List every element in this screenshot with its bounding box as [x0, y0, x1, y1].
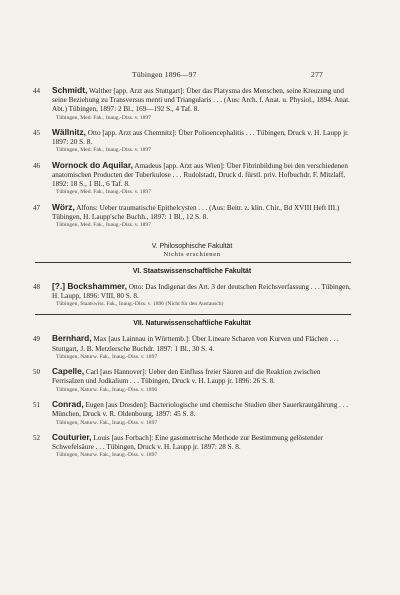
entry-author: Wällnitz,	[52, 127, 86, 138]
page-header	[0, 70, 400, 82]
entry-number: 50	[33, 368, 40, 377]
entry-50	[33, 367, 351, 394]
divider	[35, 262, 351, 263]
entry-number: 46	[33, 161, 40, 170]
entry-author: Capelle,	[52, 366, 85, 377]
entry-note: Tübingen, Med. Fak., Inaug.-Diss. v. 1897	[56, 114, 152, 121]
entry-text: Otto [app. Arzt aus Chemnitz]: Über Polioencephalitis . . . Tübingen, Druck v. H. Laupp jr. 1897: 20 S. 8.	[52, 129, 349, 147]
entry-51	[33, 400, 351, 427]
divider	[35, 314, 351, 315]
entry-text: Amadeus [app. Arzt aus Wien]: Über Fibrinbildung bei den verschiedenen anatomischen Producten der Tuberkulose . . . Rudolstadt, Druck d. fürstl. priv. Hofbuchdr. F. Mitzlaff, 1892: 18 S., 1 Bl., 6 Taf. 8.	[52, 161, 348, 189]
entry-author: Conrad,	[52, 399, 84, 410]
entry-note: Tübingen, Naturw. Fak., Inaug.-Diss. v. 1897	[56, 353, 158, 360]
entry-number: 44	[33, 87, 40, 95]
entry-text: Louis [aus Forbach]: Eine gasometrische Methode zur Bestimmung gelöstender Schwefelsäure . . . Tübingen, Druck v. H. Laupp jr. 1897: 28 S. 8.	[52, 433, 323, 452]
entry-52	[33, 433, 351, 460]
entry-text: Walther [app. Arzt aus Stuttgart]: Über das Platysma des Menschen, seine Kreuzung und seine Beziehung zu Transversus menti und Triangularis . . . (Aus: Arch. f. Anat. u. Physiol., 1894. Anat. Abt.) Tübingen, 1897: 2 Bl., 169—192 S., 4 Taf. 8.	[52, 87, 350, 114]
entry-47	[33, 203, 351, 230]
entry-number: 52	[33, 433, 40, 442]
section-title-vii: VII. Naturwissenschaftliche Fakultät	[133, 320, 251, 328]
entry-body	[52, 86, 351, 115]
entry-list	[33, 86, 351, 460]
entry-note: Tübingen, Naturw. Fak., Inaug.-Diss. v. 1897	[56, 452, 158, 459]
entry-author: Bernhard,	[52, 333, 92, 344]
entry-author: Wornock do Aquilar,	[52, 159, 133, 170]
entry-number: 47	[33, 203, 40, 212]
entry-number: 48	[33, 282, 40, 291]
section-subtitle: Nichts erschienen	[163, 250, 221, 258]
entry-text: Max [aus Lainnau in Württemb.]: Über Lineare Scharen von Kurven und Flächen . . . Stuttgart, J. B. Metzlersche Buchdr. 1897: 1 Bl., 30 S. 4.	[52, 335, 339, 353]
entry-text: Carl [aus Hannover]: Ueber den Einfluss freier Säuren auf die Reaktion zwischen Ferrisalzen und Jodkalium . . . Tübingen, Druck v. H. Laupp jr. 1896: 26 S. 8.	[52, 368, 321, 386]
entry-number: 51	[33, 401, 40, 410]
running-title: Tübingen 1896—97	[132, 70, 197, 79]
entry-body	[52, 128, 351, 147]
entry-author: Couturier,	[52, 431, 92, 442]
entry-49	[33, 334, 351, 361]
entry-author: Schmidt,	[52, 85, 88, 95]
entry-note: Tübingen, Staatswiss. Fak., Inaug.-Diss. v. 1896 (Nicht für den Austausch)	[56, 301, 224, 308]
entry-46	[33, 161, 351, 197]
entry-body	[52, 334, 351, 353]
entry-author: [?.] Bockshammer,	[52, 280, 127, 291]
entry-body	[52, 282, 351, 301]
entry-number: 49	[33, 335, 40, 344]
entry-45	[33, 128, 351, 155]
section-title-v: V. Philosophische Fakultät	[151, 242, 233, 250]
entry-48	[33, 282, 351, 309]
entry-text: Otto: Das Indigenat des Art. 3 der deutschen Reichsverfassung . . . Tübingen, H. Laupp, 1896: VIII, 80 S. 8.	[52, 282, 351, 300]
entry-note: Tübingen, Naturw. Fak., Inaug.-Diss. v. 1897	[56, 419, 158, 426]
entry-body	[52, 367, 351, 386]
section-title-vi: VI. Staatswissenschaftliche Fakultät	[132, 267, 252, 275]
entry-body	[52, 400, 351, 419]
entry-note: Tübingen, Naturw. Fak., Inaug.-Diss. v. 1896	[56, 386, 158, 393]
entry-author: Wörz,	[52, 201, 75, 212]
entry-body	[52, 203, 351, 222]
page-number: 277	[311, 70, 323, 79]
entry-number: 45	[33, 129, 40, 138]
entry-note: Tübingen, Med. Fak., Inaug.-Diss. v. 1897	[56, 189, 152, 196]
entry-note: Tübingen, Med. Fak., Inaug.-Diss. v. 1897	[56, 222, 152, 229]
entry-body	[52, 161, 351, 190]
entry-body	[52, 433, 351, 452]
entry-text: Eugen [aus Dresden]: Bacteriologische und chemische Studien über Sauerkrautgährung . . . München, Druck v. R. Oldenbourg, 1897: 45 S. 8.	[52, 401, 349, 419]
entry-44	[33, 86, 351, 122]
entry-text: Alfons: Ueber traumatische Epithelcysten . . . (Aus: Beitr. z. klin. Chir., Bd XVIII Heft III.) Tübingen, H. Laupp'sche Buchh., 1897: 1 Bl., 12 S. 8.	[52, 203, 340, 222]
entry-note: Tübingen, Med. Fak., Inaug.-Diss. v. 1897	[56, 147, 152, 154]
